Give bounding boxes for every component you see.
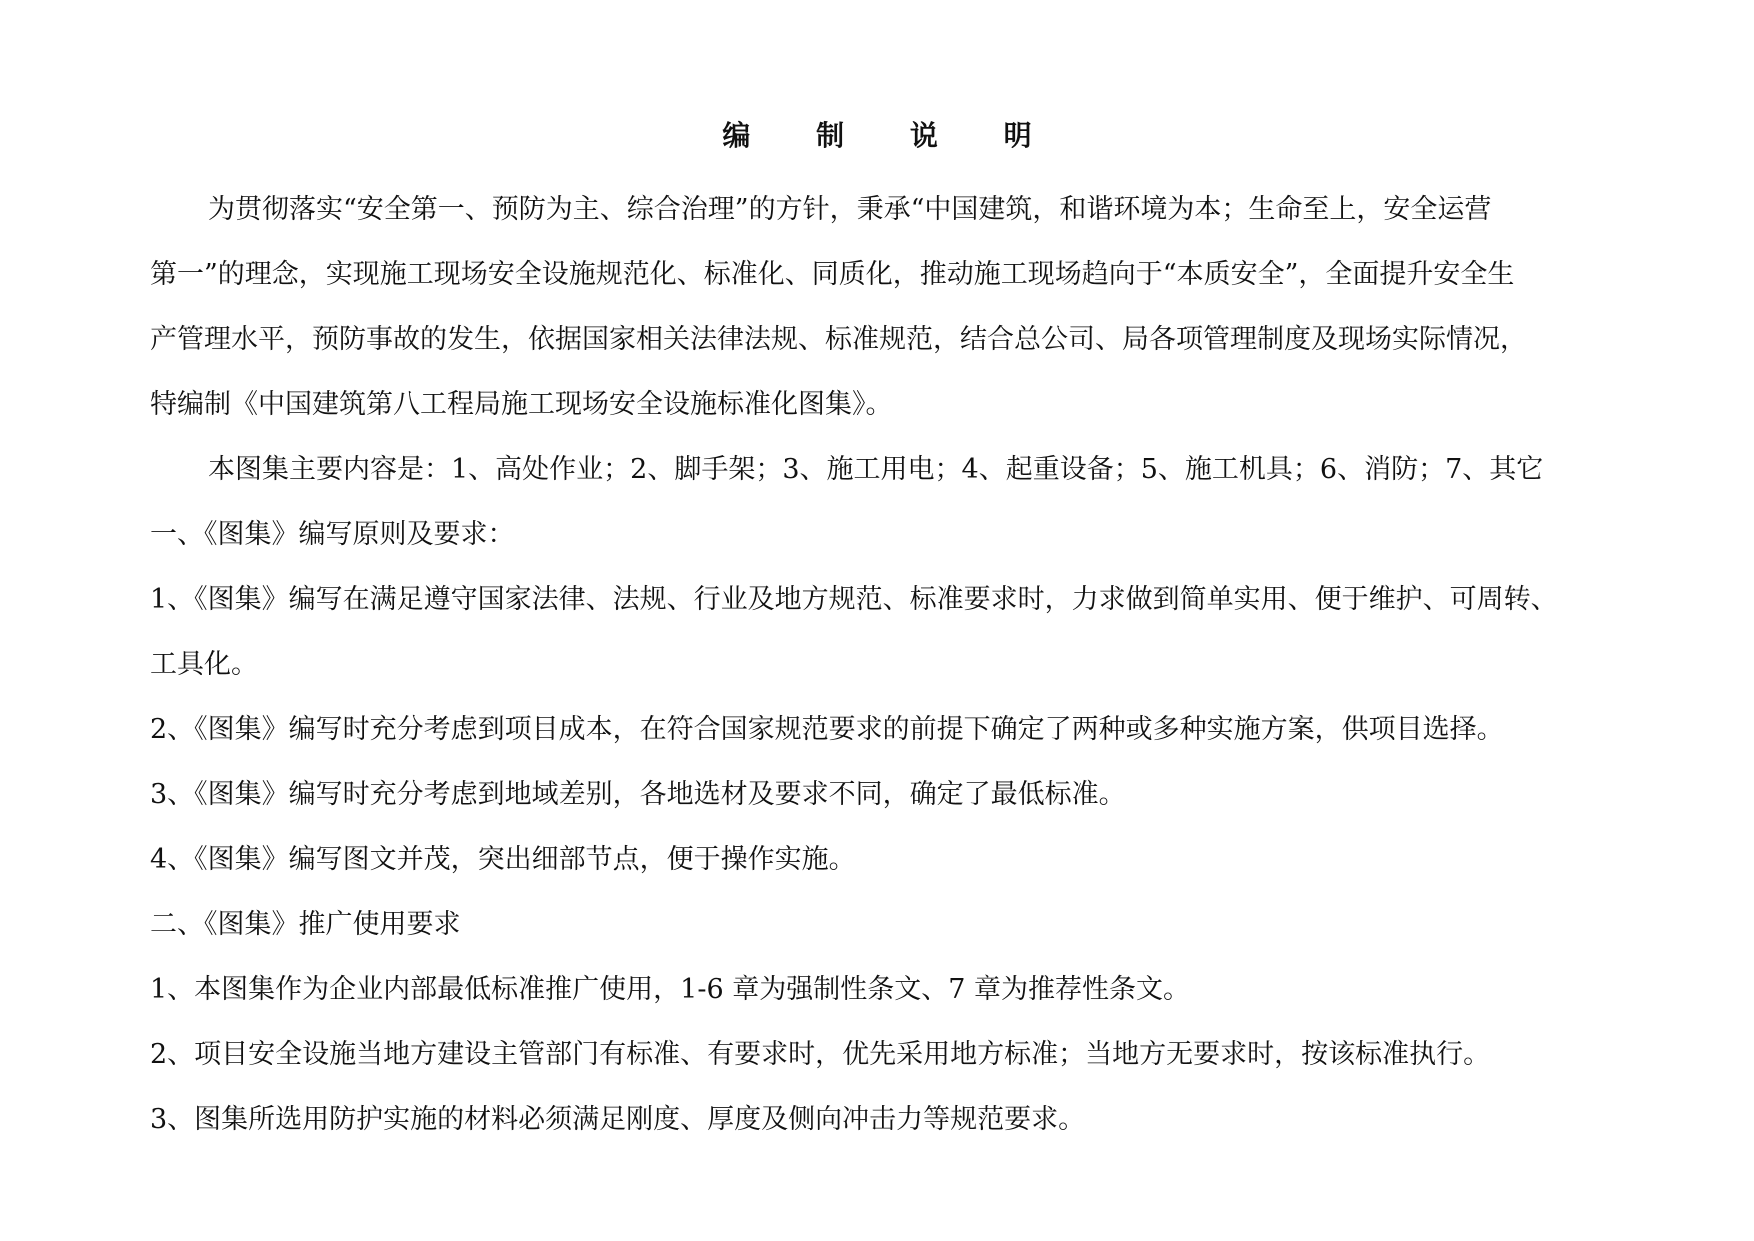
section-2-item: 3、图集所选用防护实施的材料必须满足刚度、厚度及侧向冲击力等规范要求。 bbox=[150, 1104, 1086, 1135]
section-1-item: 1、《图集》编写在满足遵守国家法律、法规、行业及地方规范、标准要求时，力求做到简单实用、便于维护、可周转、 bbox=[150, 584, 1558, 615]
section-2-item: 1、本图集作为企业内部最低标准推广使用，1-6 章为强制性条文、7 章为推荐性条文。 bbox=[150, 974, 1190, 1005]
document-body bbox=[150, 177, 1650, 1152]
section-2-item: 2、项目安全设施当地方建设主管部门有标准、有要求时，优先采用地方标准；当地方无要求时，按该标准执行。 bbox=[150, 1039, 1491, 1070]
intro-line-1: 为贯彻落实“安全第一、预防为主、综合治理”的方针，秉承“中国建筑，和谐环境为本；生命至上，安全运营 bbox=[208, 194, 1492, 225]
section-1-item: 2、《图集》编写时充分考虑到项目成本，在符合国家规范要求的前提下确定了两种或多种实施方案，供项目选择。 bbox=[150, 714, 1504, 745]
section-1-item: 3、《图集》编写时充分考虑到地域差别，各地选材及要求不同，确定了最低标准。 bbox=[150, 779, 1126, 810]
section-2-heading: 二、《图集》推广使用要求 bbox=[150, 909, 461, 940]
section-1-item: 4、《图集》编写图文并茂，突出细部节点，便于操作实施。 bbox=[150, 844, 856, 875]
section-1-item: 工具化。 bbox=[150, 649, 258, 680]
intro-line-4: 特编制《中国建筑第八工程局施工现场安全设施标准化图集》。 bbox=[150, 389, 893, 420]
document-title: 编 制 说 明 bbox=[722, 119, 1060, 152]
section-1-heading: 一、《图集》编写原则及要求： bbox=[150, 519, 515, 550]
intro-line-3: 产管理水平，预防事故的发生，依据国家相关法律法规、标准规范，结合总公司、局各项管理制度及现场实际情况， bbox=[150, 324, 1527, 355]
intro-line-2: 第一”的理念，实现施工现场安全设施规范化、标准化、同质化，推动施工现场趋向于“本质安全”，全面提升安全生 bbox=[150, 259, 1515, 290]
intro-contents-line: 本图集主要内容是：1、高处作业；2、脚手架；3、施工用电；4、起重设备；5、施工机具；6、消防；7、其它 bbox=[208, 454, 1544, 485]
